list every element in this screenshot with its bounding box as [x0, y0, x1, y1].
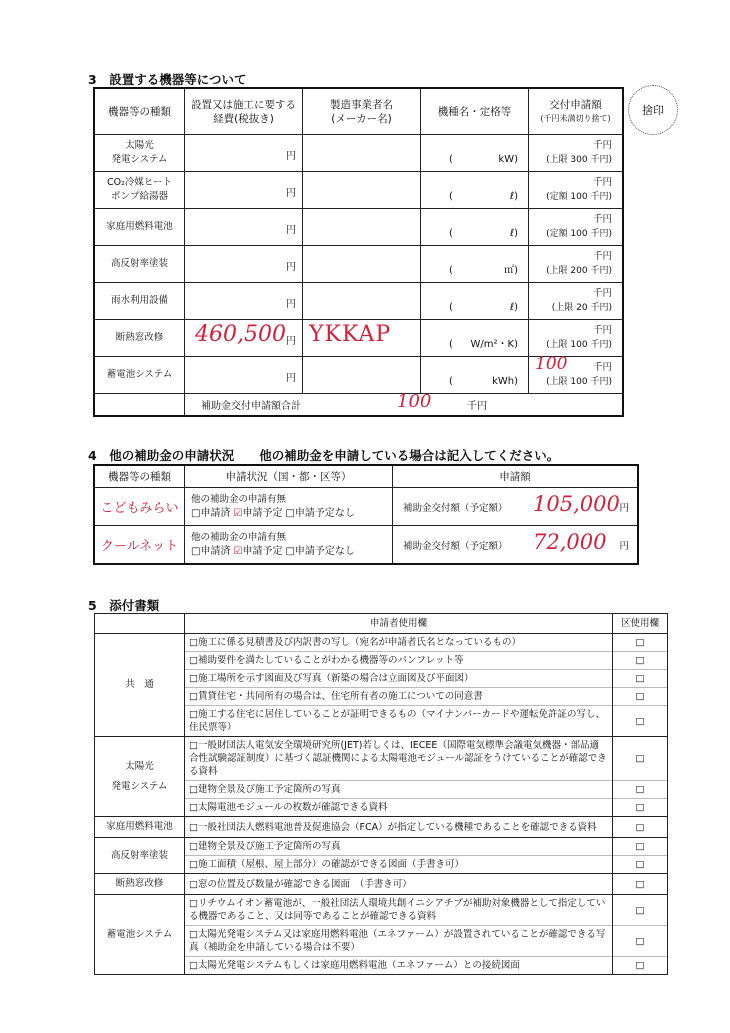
amount-cell[interactable] — [529, 320, 623, 357]
header-cost: 設置又は施工に要する経費(税抜き) — [185, 89, 303, 135]
section5-title: 5 添付書類 — [88, 598, 160, 613]
attachment-item[interactable]: □補助要件を満たしていることがわかる機器等のパンフレット等 — [185, 652, 613, 670]
s5-header-ward: 区使用欄 — [613, 614, 668, 634]
model-cell[interactable] — [421, 172, 529, 209]
amount-unit: 千円 — [592, 251, 612, 262]
equipment-type: 太陽光 発電システム — [95, 135, 185, 172]
ward-checkbox[interactable]: □ — [613, 838, 668, 856]
attachment-row — [95, 737, 668, 781]
model-cell[interactable] — [421, 357, 529, 394]
equipment-row — [95, 320, 623, 357]
attachment-item[interactable]: □賃貸住宅・共同所有の場合は、住宅所有者の施工についての同意書 — [185, 688, 613, 706]
status-label: 他の補助金の申請有無 — [191, 493, 287, 505]
header-amount-note: (千円未満切り捨て) — [540, 113, 611, 123]
equipment-row — [95, 172, 623, 209]
cost-cell[interactable] — [185, 172, 303, 209]
ward-checkbox[interactable]: □ — [613, 926, 668, 957]
model-open-paren: ( — [449, 265, 453, 276]
cost-cell[interactable] — [185, 357, 303, 394]
checkbox-not-planned[interactable]: □申請予定なし — [285, 545, 355, 557]
attachment-group-label: 家庭用燃料電池 — [95, 817, 185, 838]
attachments-table — [94, 613, 668, 975]
amount-handwritten: 105,000 — [533, 492, 620, 516]
amount-limit: (定額 100 千円) — [546, 229, 612, 239]
model-open-paren: ( — [449, 191, 453, 202]
amount-limit: (上限 200 千円) — [546, 266, 612, 276]
header-amount — [529, 89, 623, 135]
amount-unit: 千円 — [592, 140, 612, 151]
equipment-row — [95, 209, 623, 246]
cost-yen: 円 — [286, 188, 296, 199]
attachment-item[interactable]: □太陽光発電システムもしくは家庭用燃料電池（エネファーム）との接続図面 — [185, 957, 613, 975]
amount-unit: 千円 — [592, 177, 612, 188]
model-open-paren: ( — [449, 376, 453, 387]
checkbox-planned-label: 申請予定 — [242, 545, 283, 557]
attachment-row — [95, 634, 668, 652]
ward-checkbox[interactable]: □ — [613, 781, 668, 799]
ward-checkbox[interactable]: □ — [613, 652, 668, 670]
amount-cell[interactable] — [393, 488, 638, 526]
maker-cell[interactable] — [303, 209, 421, 246]
maker-cell[interactable] — [303, 283, 421, 320]
cost-yen: 円 — [286, 299, 296, 310]
cost-yen: 円 — [286, 151, 296, 162]
model-unit: kWh) — [492, 376, 518, 387]
header-type: 機器等の種類 — [95, 89, 185, 135]
amount-label: 補助金交付額（予定額） — [403, 502, 508, 514]
equipment-type: 断熱窓改修 — [95, 320, 185, 357]
amount-limit: (定額 100 千円) — [546, 192, 612, 202]
checkbox-applied[interactable]: □申請済 — [191, 545, 231, 557]
model-open-paren: ( — [449, 302, 453, 313]
cost-cell[interactable] — [185, 320, 303, 357]
model-cell[interactable] — [421, 246, 529, 283]
header-maker: 製造事業者名 (メーカー名) — [303, 89, 421, 135]
equipment-row — [95, 357, 623, 394]
status-label: 他の補助金の申請有無 — [191, 531, 287, 543]
amount-cell[interactable] — [529, 354, 623, 394]
equipment-type: 雨水利用設備 — [95, 283, 185, 320]
ward-checkbox[interactable]: □ — [613, 670, 668, 688]
section4-title: 4 他の補助金の申請状況 他の補助金を申請している場合は記入してください。 — [88, 448, 560, 463]
equipment-type: 蓄電池システム — [95, 357, 185, 394]
header-model: 機種名・定格等 — [421, 89, 529, 135]
total-label: 補助金交付申請額合計 — [201, 401, 301, 412]
checkbox-applied[interactable]: □申請済 — [191, 507, 231, 519]
maker-cell[interactable] — [303, 357, 421, 394]
amount-cell[interactable] — [529, 283, 623, 320]
other-subsidy-row — [95, 526, 638, 564]
cost-yen: 円 — [286, 373, 296, 384]
model-unit: W/m²・K) — [470, 339, 518, 350]
model-unit: ℓ) — [509, 228, 518, 239]
other-subsidy-table — [94, 465, 638, 564]
ward-checkbox[interactable]: □ — [613, 737, 668, 781]
equipment-type: CO₂冷媒ヒート ポンプ給湯器 — [95, 172, 185, 209]
attachment-group-label: 高反射率塗装 — [95, 838, 185, 874]
equipment-row — [95, 246, 623, 283]
s4-header-status: 申請状況（国・都・区等） — [185, 466, 393, 488]
ward-checkbox[interactable]: □ — [613, 634, 668, 652]
ward-checkbox[interactable]: □ — [613, 799, 668, 817]
model-unit: ㎡) — [504, 265, 518, 276]
amount-unit: 千円 — [592, 362, 612, 373]
model-open-paren: ( — [449, 154, 453, 165]
attachment-group-label: 共 通 — [95, 634, 185, 737]
attachment-item[interactable]: □施工場所を示す図面及び写真（新築の場合は立面図及び平面図） — [185, 670, 613, 688]
model-unit: kW) — [498, 154, 518, 165]
attachment-row — [95, 817, 668, 838]
amount-cell[interactable] — [393, 526, 638, 564]
amount-unit: 千円 — [592, 325, 612, 336]
amount-limit: (上限 100 千円) — [546, 377, 612, 387]
amount-cell[interactable] — [529, 172, 623, 209]
amount-limit: (上限 20 千円) — [551, 303, 612, 313]
ward-checkbox[interactable]: □ — [613, 856, 668, 874]
attachment-item[interactable]: □一般財団法人電気安全環境研究所(JET)若しくは、IECEE（国際電気標準会議電気機器・部品適合性試験認証制度）に基づく認証機関による太陽電池モジュール認証をうけていることが確認できる資料 — [185, 737, 613, 781]
checkbox-planned-icon[interactable]: ☑ — [233, 507, 243, 519]
equipment-row — [95, 283, 623, 320]
total-unit: 千円 — [467, 401, 487, 412]
cost-yen: 円 — [286, 225, 296, 236]
total-row — [185, 391, 623, 416]
other-type-cell[interactable] — [95, 526, 185, 564]
equipment-type: 家庭用燃料電池 — [95, 209, 185, 246]
cost-cell[interactable] — [185, 246, 303, 283]
model-unit: ℓ) — [509, 191, 518, 202]
amount-limit: (上限 100 千円) — [546, 340, 612, 350]
equipment-row — [95, 135, 623, 172]
attachment-item[interactable]: □建物全景及び施工予定箇所の写真 — [185, 781, 613, 799]
attachment-item[interactable]: □一般社団法人燃料電池普及促進協会（FCA）が指定している機種であることを確認できる資料 — [185, 817, 613, 838]
ward-checkbox[interactable]: □ — [613, 874, 668, 895]
amount-cell[interactable] — [529, 135, 623, 172]
checkbox-not-planned[interactable]: □申請予定なし — [285, 507, 355, 519]
attachment-group-label: 断熱窓改修 — [95, 874, 185, 895]
ward-checkbox[interactable]: □ — [613, 895, 668, 926]
amount-yen: 円 — [619, 541, 629, 552]
model-cell[interactable] — [421, 320, 529, 357]
cost-yen: 円 — [286, 336, 296, 347]
header-amount-label: 交付申請額 — [549, 98, 602, 111]
maker-handwritten: YKKAP — [309, 322, 392, 347]
maker-cell[interactable] — [303, 246, 421, 283]
s5-header-applicant: 申請者使用欄 — [185, 614, 613, 634]
attachment-item[interactable]: □太陽光発電システム又は家庭用燃料電池（エネファーム）が設置されていることが確認できる写真（補助金を申請している場合は不要） — [185, 926, 613, 957]
ward-checkbox[interactable]: □ — [613, 706, 668, 737]
cost-cell[interactable] — [185, 135, 303, 172]
attachment-item[interactable]: □建物全景及び施工予定箇所の写真 — [185, 838, 613, 856]
total-handwritten: 100 — [397, 391, 432, 412]
attachment-group-label: 蓄電池システム — [95, 895, 185, 975]
equipment-type: 高反射率塗装 — [95, 246, 185, 283]
other-type-handwritten: クールネット — [100, 539, 179, 554]
seal-stamp-area[interactable]: 捨印 — [628, 85, 678, 135]
model-cell[interactable] — [421, 209, 529, 246]
checkbox-planned-icon[interactable]: ☑ — [233, 545, 243, 557]
attachment-item[interactable]: □施工する住宅に居住していることが証明できるもの（マイナンバーカードや運転免許証の写し、住民票等） — [185, 706, 613, 737]
attachment-row — [95, 838, 668, 856]
attachment-row — [95, 874, 668, 895]
equipment-table — [94, 88, 623, 416]
ward-checkbox[interactable]: □ — [613, 688, 668, 706]
model-open-paren: ( — [449, 339, 453, 350]
amount-cell[interactable] — [529, 246, 623, 283]
attachment-item[interactable]: □施工面積（屋根、屋上部分）の確認ができる図面（手書き可） — [185, 856, 613, 874]
amount-cell[interactable] — [529, 209, 623, 246]
other-type-handwritten: こどもみらい — [100, 501, 179, 516]
model-unit: ℓ) — [509, 302, 518, 313]
maker-cell[interactable] — [303, 135, 421, 172]
s4-header-amount: 申請額 — [393, 466, 638, 488]
attachment-row — [95, 895, 668, 926]
model-cell[interactable] — [421, 135, 529, 172]
cost-cell[interactable] — [185, 283, 303, 320]
status-cell — [185, 526, 393, 564]
amount-label: 補助金交付額（予定額） — [403, 540, 508, 552]
amount-handwritten: 72,000 — [533, 530, 607, 554]
amount-unit: 千円 — [592, 214, 612, 225]
attachment-item[interactable]: □窓の位置及び数量が確認できる図面 （手書き可） — [185, 874, 613, 895]
ward-checkbox[interactable]: □ — [613, 957, 668, 975]
status-cell — [185, 488, 393, 526]
amount-limit: (上限 300 千円) — [546, 155, 612, 165]
checkbox-planned-label: 申請予定 — [242, 507, 283, 519]
attachment-item[interactable]: □リチウムイオン蓄電池が、一般社団法人環境共創イニシアチブが補助対象機器として指定している機器であること、又は同等であることが確認できる資料 — [185, 895, 613, 926]
model-open-paren: ( — [449, 228, 453, 239]
amount-yen: 円 — [619, 503, 629, 514]
attachment-group-label: 太陽光 発電システム — [95, 737, 185, 817]
other-type-cell[interactable] — [95, 488, 185, 526]
section3-title: 3 設置する機器等について — [88, 72, 247, 87]
model-cell[interactable] — [421, 283, 529, 320]
ward-checkbox[interactable]: □ — [613, 817, 668, 838]
maker-cell[interactable] — [303, 172, 421, 209]
cost-cell[interactable] — [185, 209, 303, 246]
amount-handwritten: 100 — [535, 354, 568, 374]
amount-unit: 千円 — [592, 288, 612, 299]
attachment-item[interactable]: □太陽電池モジュールの枚数が確認できる資料 — [185, 799, 613, 817]
s4-header-type: 機器等の種類 — [95, 466, 185, 488]
attachment-item[interactable]: □施工に係る見積書及び内訳書の写し（宛名が申請者氏名となっているもの） — [185, 634, 613, 652]
maker-cell[interactable] — [303, 320, 421, 357]
cost-yen: 円 — [286, 262, 296, 273]
other-subsidy-row — [95, 488, 638, 526]
cost-handwritten: 460,500 — [195, 322, 286, 347]
